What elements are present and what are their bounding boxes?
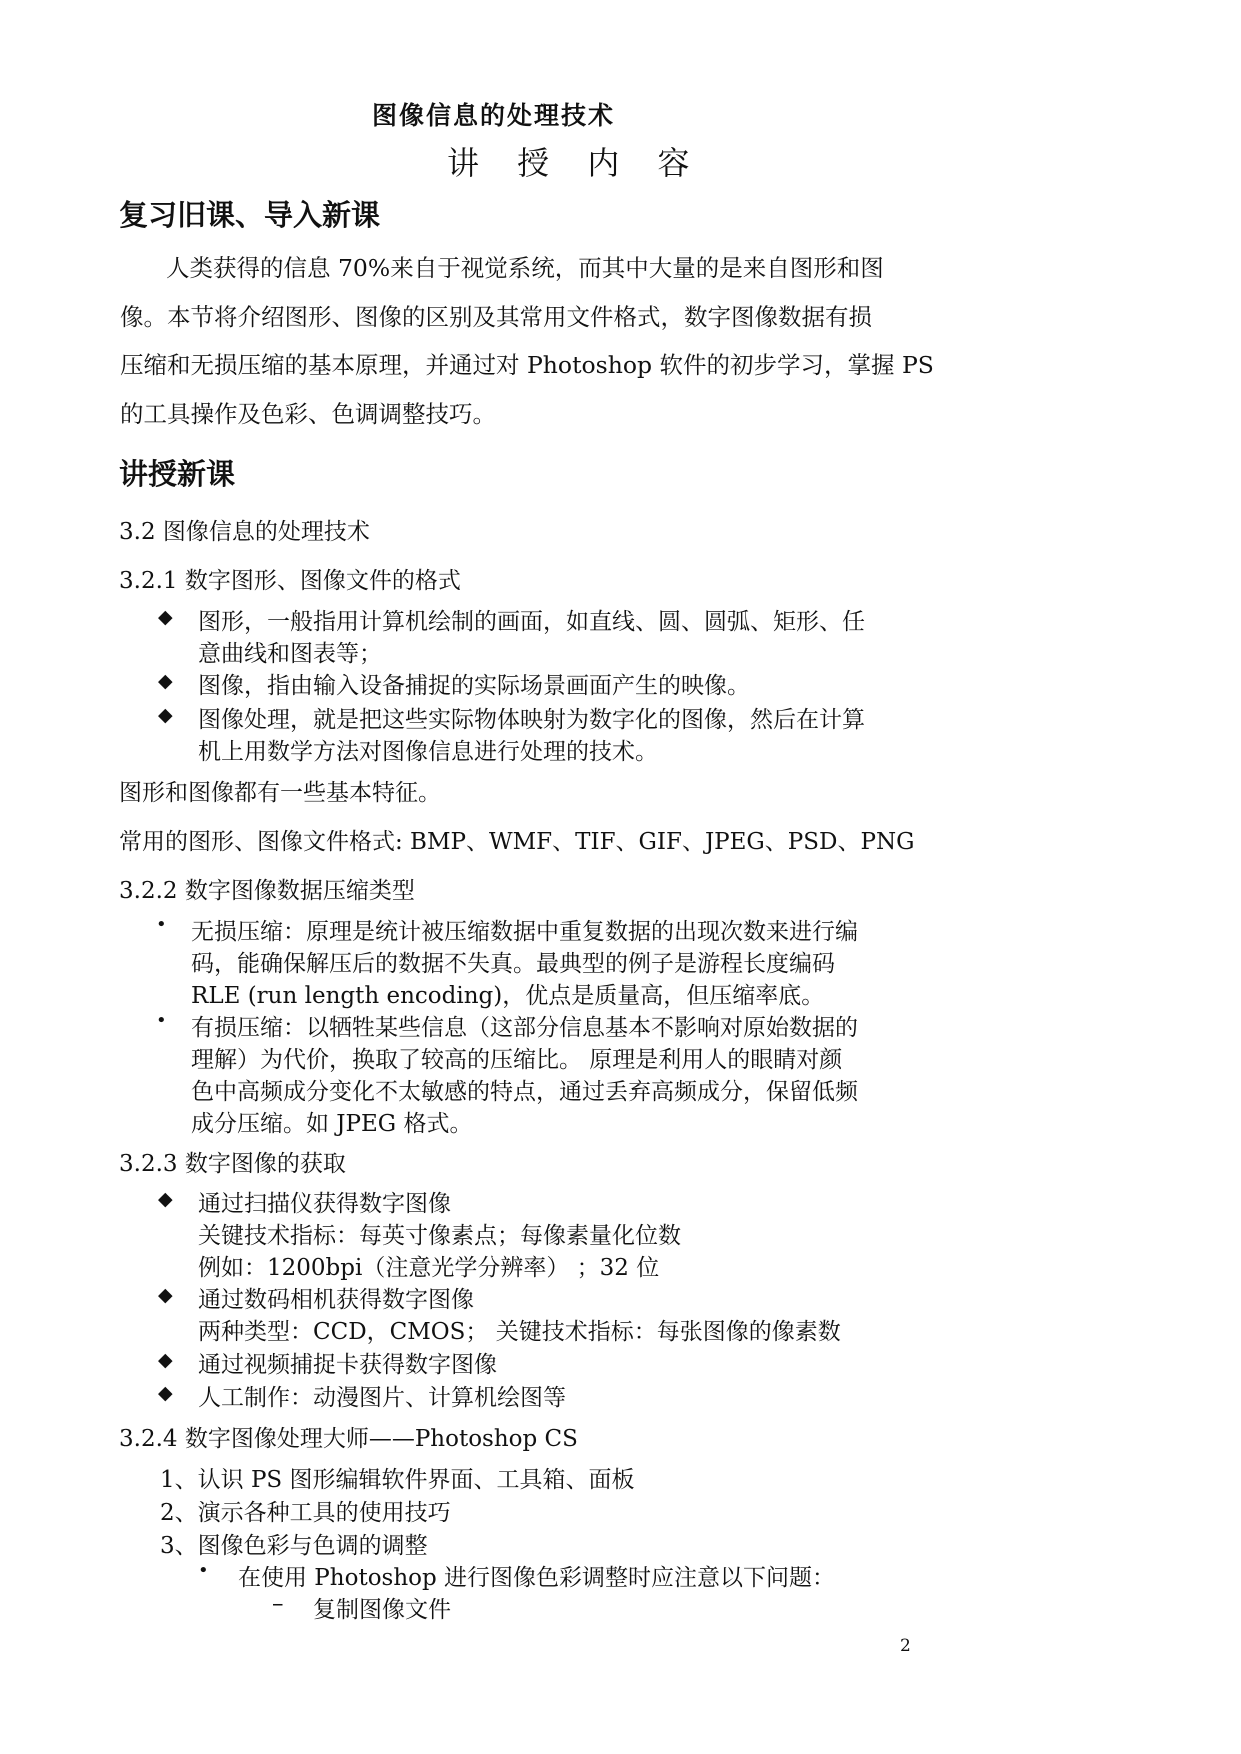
list-item-line: 图像，指由输入设备捕捉的实际场景画面产生的映像。 bbox=[198, 673, 750, 699]
dot-bullet-icon: • bbox=[156, 1010, 167, 1031]
step-item: 1、认识 PS 图形编辑软件界面、工具箱、面板 bbox=[160, 1467, 635, 1493]
list-item-line: 图像处理，就是把这些实际物体映射为数字化的图像，然后在计算 bbox=[198, 707, 865, 733]
diamond-bullet-icon: ◆ bbox=[158, 670, 173, 692]
section-3-2-4-title: 3.2.4 数字图像处理大师——Photoshop CS bbox=[119, 1426, 578, 1452]
dot-bullet-icon: • bbox=[156, 914, 167, 935]
page-number: 2 bbox=[900, 1636, 911, 1656]
list-item-line: 两种类型：CCD，CMOS； 关键技术指标：每张图像的像素数 bbox=[198, 1319, 841, 1345]
features-note: 图形和图像都有一些基本特征。 bbox=[119, 780, 441, 806]
review-line-2: 像。本节将介绍图形、图像的区别及其常用文件格式，数字图像数据有损 bbox=[120, 302, 872, 331]
list-item-line: 例如：1200bpi（注意光学分辨率） ；32 位 bbox=[198, 1255, 660, 1281]
list-item-line: 成分压缩。如 JPEG 格式。 bbox=[191, 1111, 473, 1137]
section-3-2-1-title: 3.2.1 数字图形、图像文件的格式 bbox=[119, 568, 461, 594]
list-item-line: 通过扫描仪获得数字图像 bbox=[198, 1191, 451, 1217]
list-item-line: 关键技术指标：每英寸像素点；每像素量化位数 bbox=[198, 1223, 681, 1249]
step-item: 2、演示各种工具的使用技巧 bbox=[160, 1500, 451, 1526]
document-subtitle: 讲 授 内 容 bbox=[447, 144, 704, 182]
diamond-bullet-icon: ◆ bbox=[158, 1382, 173, 1404]
list-item-line: 有损压缩：以牺牲某些信息（这部分信息基本不影响对原始数据的 bbox=[191, 1015, 858, 1041]
list-item-line: 色中高频成分变化不太敏感的特点，通过丢弃高频成分，保留低频 bbox=[191, 1079, 858, 1105]
list-item-line: 通过视频捕捉卡获得数字图像 bbox=[198, 1352, 497, 1378]
list-item-line: 通过数码相机获得数字图像 bbox=[198, 1287, 474, 1313]
list-item-line: 机上用数学方法对图像信息进行处理的技术。 bbox=[198, 739, 658, 765]
review-paragraph bbox=[120, 244, 934, 438]
lecture-heading: 讲授新课 bbox=[119, 457, 236, 491]
formats-note: 常用的图形、图像文件格式: BMP、WMF、TIF、GIF、JPEG、PSD、PNG bbox=[119, 829, 915, 855]
section-3-2-title: 3.2 图像信息的处理技术 bbox=[119, 519, 370, 545]
list-item-line: 无损压缩：原理是统计被压缩数据中重复数据的出现次数来进行编 bbox=[191, 919, 858, 945]
document-title: 图像信息的处理技术 bbox=[372, 101, 616, 130]
dot-bullet-icon: • bbox=[198, 1560, 209, 1581]
diamond-bullet-icon: ◆ bbox=[158, 704, 173, 726]
section-3-2-3-title: 3.2.3 数字图像的获取 bbox=[119, 1151, 346, 1177]
dash-bullet-icon: – bbox=[272, 1591, 284, 1617]
list-item-line: 码，能确保解压后的数据不失真。最典型的例子是游程长度编码 bbox=[191, 951, 835, 977]
dash-item: 复制图像文件 bbox=[313, 1597, 451, 1623]
review-line-3: 压缩和无损压缩的基本原理，并通过对 Photoshop 软件的初步学习，掌握 PS bbox=[120, 351, 934, 379]
list-item-line: 意曲线和图表等； bbox=[198, 641, 382, 667]
review-line-1: 人类获得的信息 70%来自于视觉系统，而其中大量的是来自图形和图 bbox=[166, 254, 884, 282]
list-item-line: 人工制作：动漫图片、计算机绘图等 bbox=[198, 1385, 566, 1411]
list-item-line: RLE (run length encoding)，优点是质量高，但压缩率底。 bbox=[191, 983, 825, 1009]
diamond-bullet-icon: ◆ bbox=[158, 606, 173, 628]
list-item-line: 图形，一般指用计算机绘制的画面，如直线、圆、圆弧、矩形、任 bbox=[198, 609, 865, 635]
diamond-bullet-icon: ◆ bbox=[158, 1188, 173, 1210]
diamond-bullet-icon: ◆ bbox=[158, 1349, 173, 1371]
review-heading: 复习旧课、导入新课 bbox=[119, 198, 381, 232]
diamond-bullet-icon: ◆ bbox=[158, 1284, 173, 1306]
review-line-4: 的工具操作及色彩、色调调整技巧。 bbox=[120, 399, 496, 428]
sub-bullet-item: 在使用 Photoshop 进行图像色彩调整时应注意以下问题： bbox=[238, 1565, 836, 1591]
list-item-line: 理解）为代价，换取了较高的压缩比。 原理是利用人的眼睛对颜 bbox=[191, 1047, 843, 1073]
section-3-2-2-title: 3.2.2 数字图像数据压缩类型 bbox=[119, 878, 415, 904]
step-item: 3、图像色彩与色调的调整 bbox=[160, 1533, 428, 1559]
